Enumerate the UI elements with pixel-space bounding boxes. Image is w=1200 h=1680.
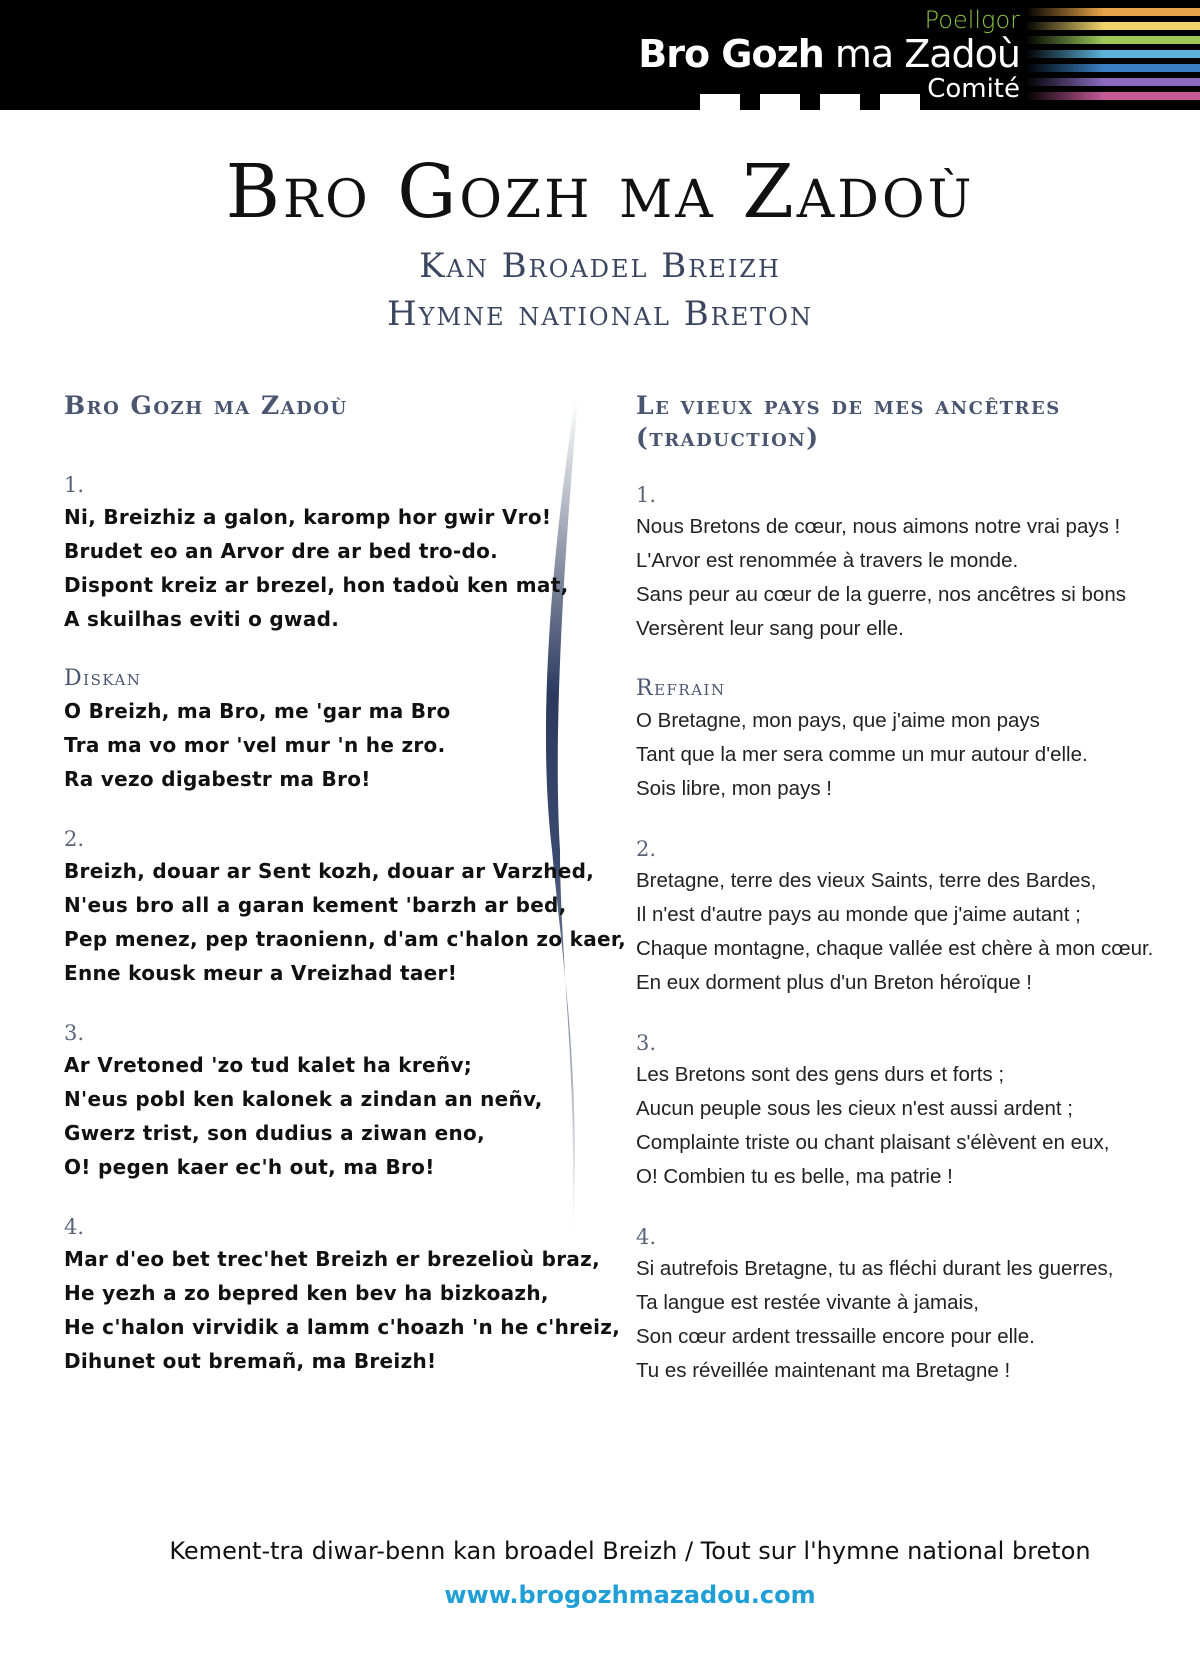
lyric-line: Dihunet out bremañ, ma Breizh! bbox=[64, 1349, 437, 1373]
lyric-line: O Bretagne, mon pays, que j'aime mon pays bbox=[636, 709, 1040, 732]
french-translation-column bbox=[636, 390, 1176, 1388]
stanza bbox=[636, 1222, 1176, 1388]
lyric-line: Ta langue est restée vivante à jamais, bbox=[636, 1291, 979, 1314]
poellgor-logo bbox=[638, 6, 1020, 104]
color-stripe bbox=[1025, 22, 1200, 30]
lyric-line: Il n'est d'autre pays au monde que j'aime autant ; bbox=[636, 903, 1081, 926]
lyric-line: Ar Vretoned 'zo tud kalet ha kreñv; bbox=[64, 1053, 473, 1077]
lyric-line: Bretagne, terre des vieux Saints, terre des Bardes, bbox=[636, 869, 1097, 892]
lyric-line: Complainte triste ou chant plaisant s'élèvent en eux, bbox=[636, 1131, 1110, 1154]
color-stripe bbox=[1025, 8, 1200, 16]
stanza-number: 2. bbox=[636, 837, 657, 861]
stanza bbox=[64, 470, 584, 636]
lyric-line: Son cœur ardent tressaille encore pour elle. bbox=[636, 1325, 1035, 1348]
footer-text: Kement-tra diwar-benn kan broadel Breizh / Tout sur l'hymne national breton bbox=[169, 1537, 1091, 1565]
stanza bbox=[636, 674, 1176, 806]
breton-stanzas bbox=[64, 470, 626, 1378]
lyric-line: He yezh a zo bepred ken bev ha bizkoazh, bbox=[64, 1281, 549, 1305]
lyric-line: Ni, Breizhiz a galon, karomp hor gwir Vro! bbox=[64, 505, 552, 529]
color-stripe bbox=[1025, 92, 1200, 100]
lyric-line: Breizh, douar ar Sent kozh, douar ar Varzhed, bbox=[64, 859, 595, 883]
stanza-number: 2. bbox=[64, 827, 85, 851]
lyric-line: O! pegen kaer ec'h out, ma Bro! bbox=[64, 1155, 435, 1179]
lyric-line: Sans peur au cœur de la guerre, nos ancêtres si bons bbox=[636, 583, 1126, 606]
color-stripe bbox=[1025, 64, 1200, 72]
logo-main-bold: Bro Gozh bbox=[638, 32, 824, 76]
lyric-line: Enne kousk meur a Vreizhad taer! bbox=[64, 961, 458, 985]
color-stripe bbox=[1025, 78, 1200, 86]
lyric-line: Chaque montagne, chaque vallée est chère à mon cœur. bbox=[636, 937, 1154, 960]
refrain-label: Refrain bbox=[636, 676, 726, 701]
stanza bbox=[636, 480, 1176, 646]
stanza-number: 3. bbox=[636, 1031, 657, 1055]
lyric-line: Tra ma vo mor 'vel mur 'n he zro. bbox=[64, 733, 446, 757]
stanza-number: 4. bbox=[64, 1215, 85, 1239]
stanza-number: 4. bbox=[636, 1225, 657, 1249]
logo-main-light: ma Zadoù bbox=[823, 32, 1020, 76]
lyric-line: O Breizh, ma Bro, me 'gar ma Bro bbox=[64, 699, 451, 723]
lyric-line: Mar d'eo bet trec'het Breizh er brezelioù braz, bbox=[64, 1247, 601, 1271]
refrain-label: Diskan bbox=[64, 666, 142, 691]
subtitle-french: Hymne national Breton bbox=[387, 294, 813, 334]
breton-heading: Bro Gozh ma Zadoù bbox=[64, 391, 348, 420]
lyric-line: A skuilhas eviti o gwad. bbox=[64, 607, 340, 631]
lyric-line: Tu es réveillée maintenant ma Bretagne ! bbox=[636, 1359, 1011, 1382]
stanza bbox=[636, 1028, 1176, 1194]
lyric-line: Tant que la mer sera comme un mur autour d'elle. bbox=[636, 743, 1088, 766]
page-title: Bro Gozh ma Zadoù bbox=[225, 149, 975, 235]
lyric-line: Si autrefois Bretagne, tu as fléchi durant les guerres, bbox=[636, 1257, 1114, 1280]
lyric-line: Aucun peuple sous les cieux n'est aussi ardent ; bbox=[636, 1097, 1073, 1120]
stanza bbox=[64, 1018, 584, 1184]
color-stripes bbox=[1025, 0, 1200, 110]
lyric-line: N'eus bro all a garan kement 'barzh ar bed, bbox=[64, 893, 567, 917]
lyric-line: Pep menez, pep traonienn, d'am c'halon zo kaer, bbox=[64, 927, 626, 951]
lyric-line: He c'halon virvidik a lamm c'hoazh 'n he c'hreiz, bbox=[64, 1315, 621, 1339]
lyric-line: Brudet eo an Arvor dre ar bed tro-do. bbox=[64, 539, 499, 563]
subtitle-breton: Kan Broadel Breizh bbox=[419, 246, 781, 286]
lyric-line: O! Combien tu es belle, ma patrie ! bbox=[636, 1165, 953, 1188]
logo-main-text bbox=[638, 34, 1020, 74]
lyric-line: Sois libre, mon pays ! bbox=[636, 777, 832, 800]
lyric-line: Versèrent leur sang pour elle. bbox=[636, 617, 904, 640]
header-bar bbox=[0, 0, 1200, 110]
logo-bottom-text: Comité bbox=[927, 74, 1020, 104]
french-stanzas bbox=[636, 480, 1176, 1388]
color-stripe bbox=[1025, 36, 1200, 44]
stanza bbox=[64, 1212, 621, 1378]
breton-lyrics-column bbox=[64, 390, 626, 1378]
stanza bbox=[64, 824, 626, 990]
french-heading-subtitle: (traduction) bbox=[636, 423, 820, 452]
lyric-line: En eux dorment plus d'un Breton héroïque ! bbox=[636, 971, 1032, 994]
stanza bbox=[636, 834, 1176, 1000]
logo-top-text: Poellgor bbox=[924, 6, 1020, 34]
stanza-number: 1. bbox=[636, 483, 657, 507]
french-heading: Le vieux pays de mes ancêtres bbox=[636, 391, 1061, 420]
lyric-line: Gwerz trist, son dudius a ziwan eno, bbox=[64, 1121, 485, 1145]
stanza-number: 3. bbox=[64, 1021, 85, 1045]
lyric-line: N'eus pobl ken kalonek a zindan an neñv, bbox=[64, 1087, 543, 1111]
stanza bbox=[64, 664, 584, 796]
lyric-line: Les Bretons sont des gens durs et forts ; bbox=[636, 1063, 1005, 1086]
stanza-number: 1. bbox=[64, 473, 85, 497]
website-link[interactable]: www.brogozhmazadou.com bbox=[444, 1581, 816, 1609]
lyric-line: L'Arvor est renommée à travers le monde. bbox=[636, 549, 1019, 572]
lyric-line: Ra vezo digabestr ma Bro! bbox=[64, 767, 371, 791]
lyric-line: Nous Bretons de cœur, nous aimons notre vrai pays ! bbox=[636, 515, 1121, 538]
lyric-line: Dispont kreiz ar brezel, hon tadoù ken mat, bbox=[64, 573, 569, 597]
color-stripe bbox=[1025, 50, 1200, 58]
